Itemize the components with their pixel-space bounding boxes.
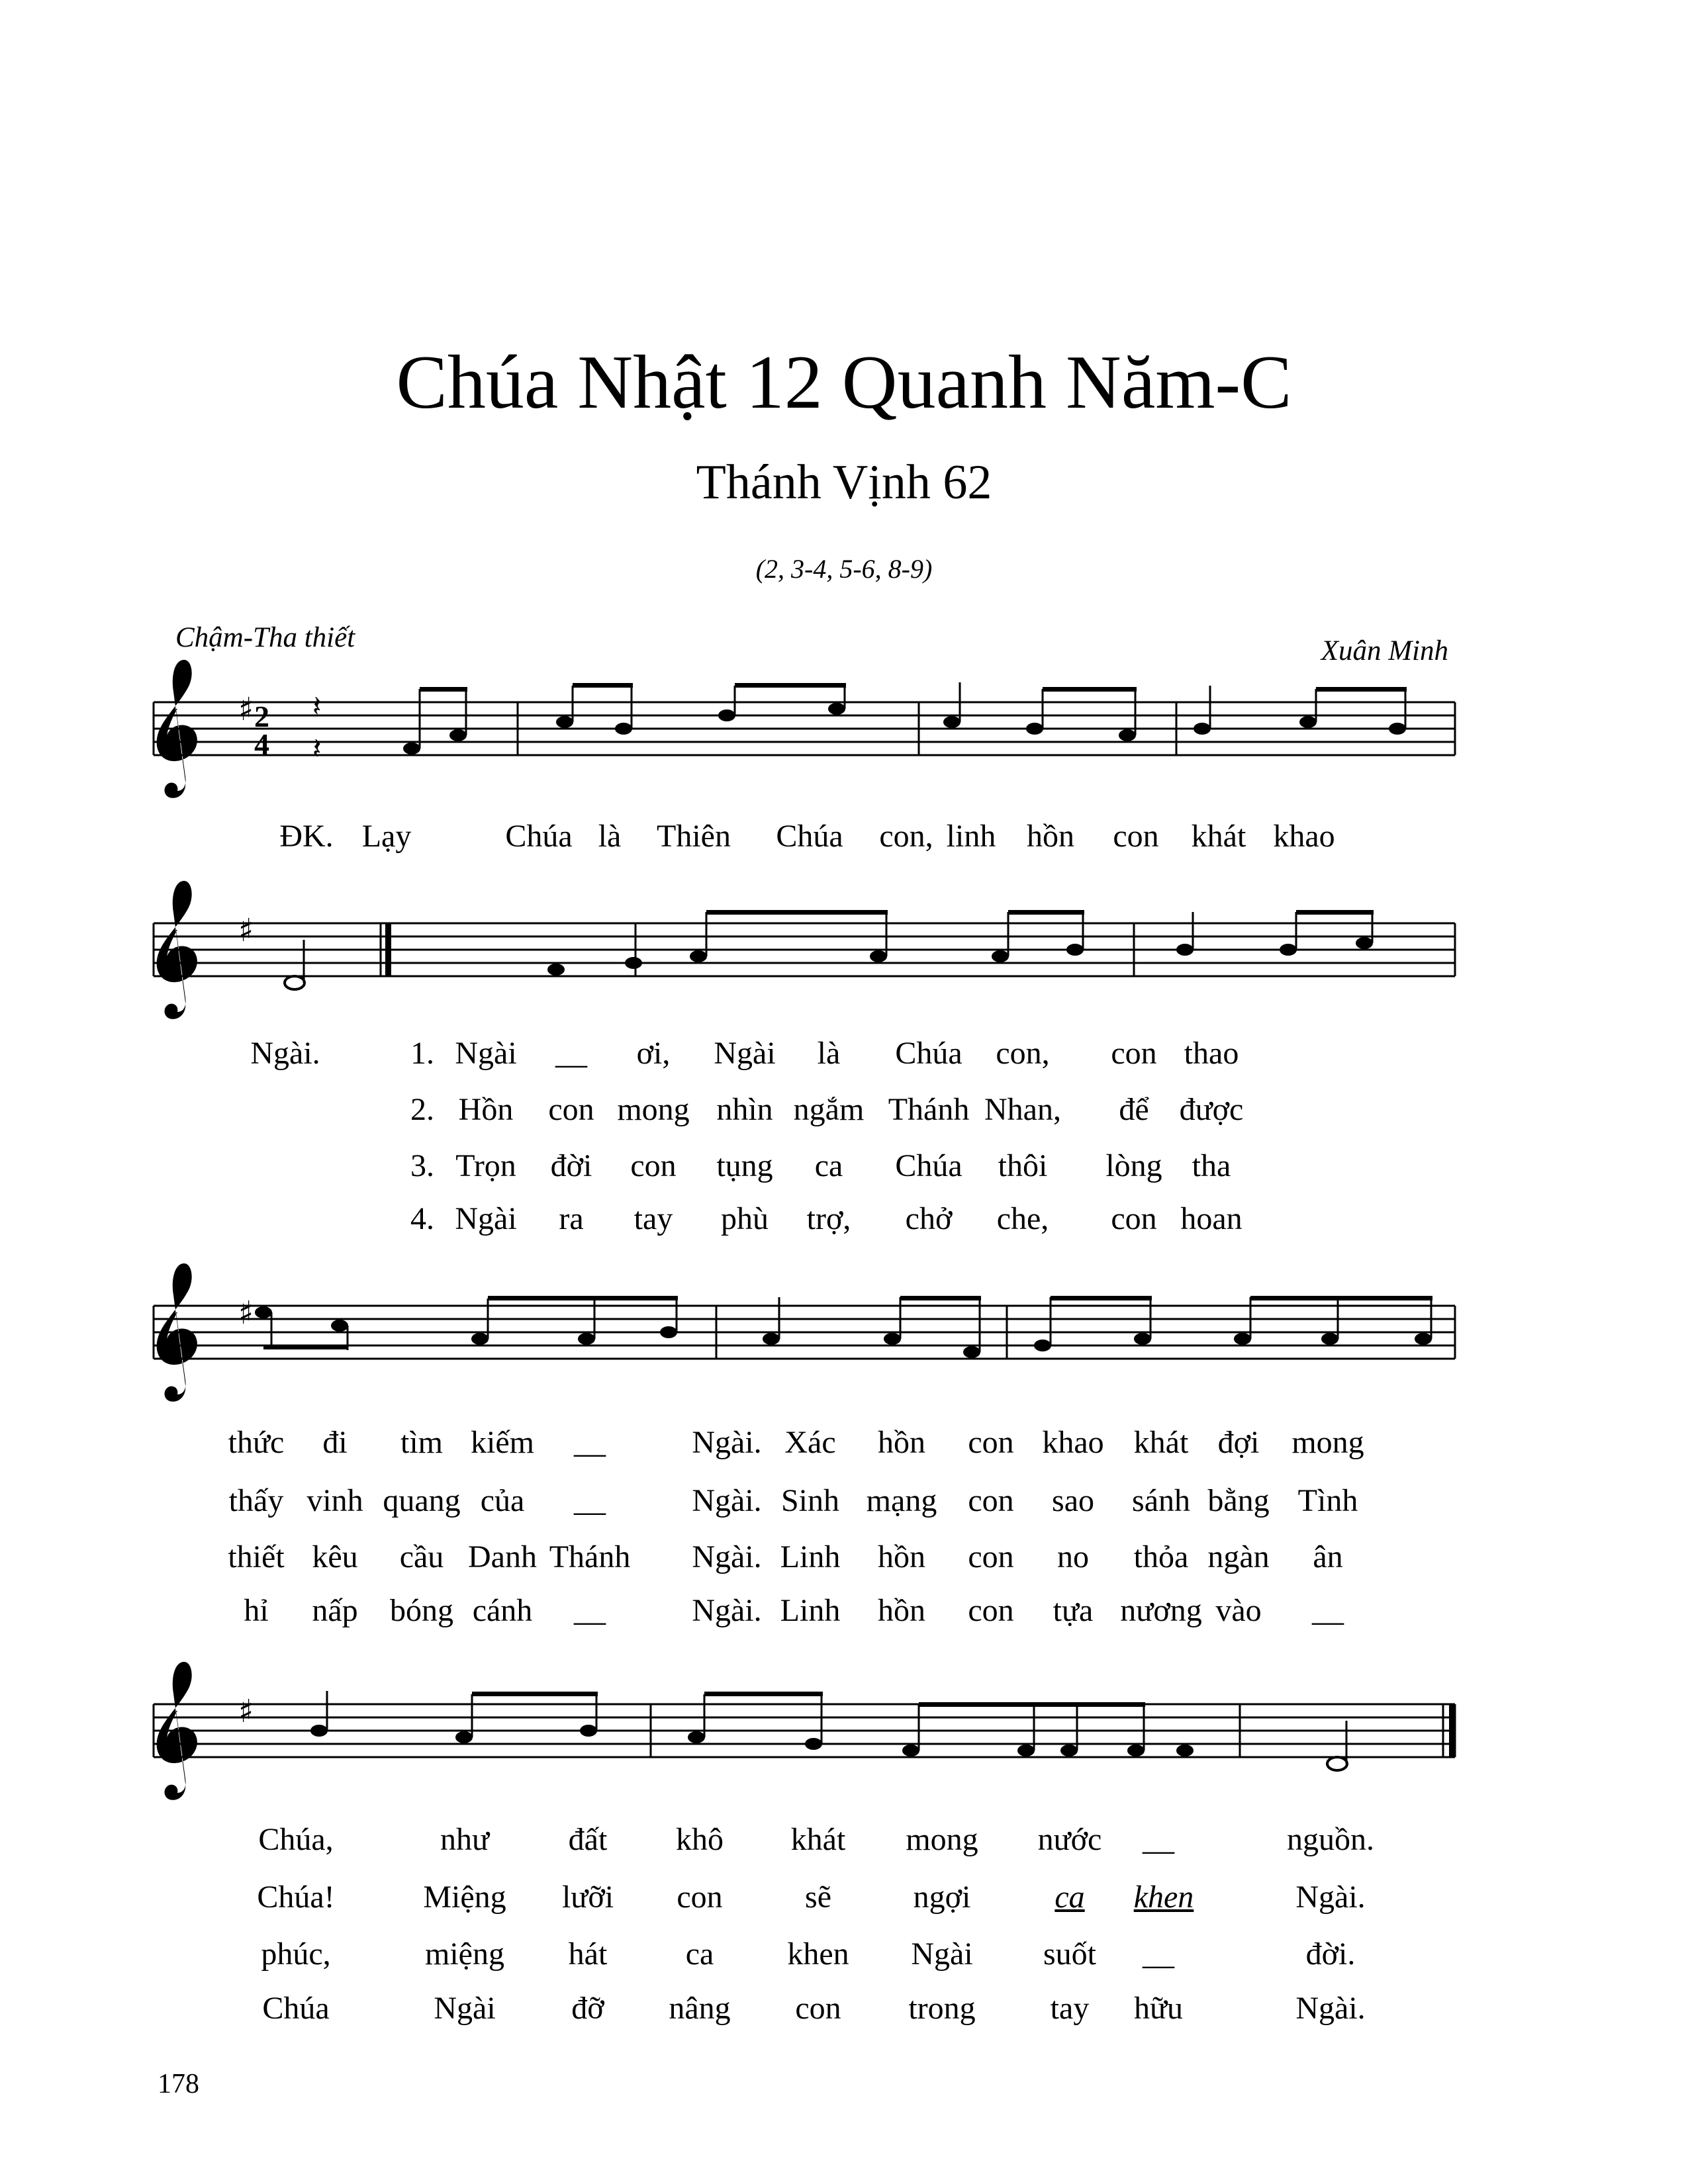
- lyric-line-2-3: [0, 1150, 1688, 1190]
- lyric-syllable: Thiên: [657, 819, 731, 854]
- treble-clef-icon: [157, 660, 197, 798]
- time-sig-bottom: 4: [254, 727, 269, 761]
- lyric-syllable: mạng: [866, 1483, 937, 1518]
- lyric-syllable: Chúa: [262, 1991, 330, 2026]
- lyric-line-2-4: [0, 1203, 1688, 1243]
- lyric-syllable: mong: [617, 1092, 690, 1127]
- lyric-syllable: __: [1143, 1936, 1174, 1972]
- lyric-syllable: để: [1119, 1092, 1149, 1127]
- lyric-syllable: con: [795, 1991, 841, 2026]
- lyric-syllable: ĐK.: [279, 819, 334, 854]
- lyric-syllable: đời.: [1305, 1936, 1356, 1972]
- staff-system-4: [154, 1662, 1455, 1800]
- lyric-syllable: con,: [879, 819, 933, 854]
- lyric-syllable: khát: [790, 1822, 846, 1857]
- lyric-syllable: Tình: [1297, 1483, 1358, 1518]
- song-subtitle: Thánh Vịnh 62: [696, 455, 992, 510]
- lyric-syllable: ân: [1313, 1539, 1343, 1574]
- key-sharp-icon: ♯: [238, 691, 254, 728]
- lyric-syllable: hồn: [878, 1593, 925, 1628]
- lyric-syllable: ngắm: [793, 1092, 865, 1127]
- lyric-syllable: là: [598, 819, 622, 854]
- lyric-syllable: con: [1111, 1036, 1157, 1071]
- lyric-syllable: Lạy: [361, 819, 412, 854]
- lyric-syllable: kêu: [312, 1539, 358, 1574]
- lyric-syllable: Thánh: [888, 1092, 970, 1127]
- lyric-syllable: Ngài.: [692, 1539, 762, 1574]
- lyric-syllable: quang: [383, 1483, 461, 1518]
- lyric-syllable: Ngài.: [250, 1036, 320, 1071]
- lyric-line-3-2: [0, 1485, 1688, 1525]
- tempo-marking: Chậm-Tha thiết: [175, 622, 355, 653]
- lyric-syllable: ca: [814, 1148, 843, 1183]
- lyric-syllable: Ngài: [455, 1036, 517, 1071]
- lyric-syllable: Linh: [780, 1593, 841, 1628]
- lyric-syllable: Chúa,: [258, 1822, 334, 1857]
- lyric-syllable: Trọn: [455, 1148, 516, 1183]
- lyric-syllable: con: [548, 1092, 594, 1127]
- lyric-syllable: được: [1179, 1092, 1244, 1127]
- lyric-syllable: Ngài: [911, 1936, 973, 1972]
- lyric-syllable: vào: [1215, 1593, 1262, 1628]
- lyric-syllable: thiết: [228, 1539, 285, 1574]
- lyric-syllable: vinh: [306, 1483, 363, 1518]
- lyric-syllable: 1.: [410, 1036, 434, 1071]
- lyric-syllable: tựa: [1053, 1593, 1094, 1628]
- lyric-syllable: tìm: [400, 1425, 444, 1460]
- time-sig-top: 2: [254, 700, 269, 733]
- lyric-syllable: Miệng: [423, 1880, 506, 1915]
- lyric-syllable: mong: [1291, 1425, 1364, 1460]
- lyric-syllable: suốt: [1043, 1936, 1097, 1972]
- lyric-syllable: nguồn.: [1287, 1822, 1374, 1857]
- lyric-syllable: hoan: [1180, 1201, 1243, 1236]
- lyric-syllable: nương: [1120, 1593, 1202, 1628]
- lyric-syllable: ngàn: [1207, 1539, 1270, 1574]
- lyric-syllable: hát: [568, 1936, 608, 1972]
- lyric-syllable: hồn: [878, 1539, 925, 1574]
- lyric-syllable: tụng: [716, 1148, 773, 1183]
- lyric-syllable: khen: [787, 1936, 849, 1972]
- lyric-syllable: sánh: [1132, 1483, 1190, 1518]
- lyric-line-4-3: [0, 1938, 1688, 1978]
- treble-clef-icon: [157, 881, 197, 1019]
- staff-system-3: [154, 1263, 1455, 1402]
- lyric-syllable: sẽ: [805, 1880, 831, 1915]
- lyric-syllable: đợi: [1217, 1425, 1260, 1460]
- lyric-syllable: Chúa!: [257, 1880, 335, 1915]
- lyric-syllable: con: [968, 1593, 1014, 1628]
- key-sharp-icon: ♯: [238, 1295, 254, 1332]
- lyric-line-3-3: [0, 1541, 1688, 1581]
- lyric-syllable: Ngài.: [692, 1483, 762, 1518]
- lyric-syllable: ra: [559, 1201, 584, 1236]
- lyric-syllable: như: [440, 1822, 490, 1857]
- lyric-syllable: thôi: [998, 1148, 1048, 1183]
- lyric-syllable: con: [968, 1539, 1014, 1574]
- lyric-line-4-1: [0, 1824, 1688, 1864]
- lyric-syllable: Chúa: [505, 819, 573, 854]
- lyric-syllable: __: [1312, 1593, 1344, 1628]
- lyric-syllable: trong: [908, 1991, 976, 2026]
- lyric-syllable: kiếm: [471, 1425, 534, 1460]
- lyric-syllable: miệng: [425, 1936, 504, 1972]
- lyric-syllable: nhìn: [716, 1092, 773, 1127]
- lyric-syllable: cầu: [399, 1539, 444, 1574]
- lyric-syllable: 3.: [410, 1148, 434, 1183]
- lyric-syllable: __: [1143, 1822, 1174, 1857]
- lyric-syllable: Xác: [784, 1425, 836, 1460]
- lyric-syllable: đất: [568, 1822, 608, 1857]
- lyric-syllable: con,: [996, 1036, 1050, 1071]
- lyric-line-4-4: [0, 1993, 1688, 2032]
- svg-text:𝄽: 𝄽: [312, 732, 322, 766]
- lyric-syllable: nước: [1037, 1822, 1102, 1857]
- key-sharp-icon: ♯: [238, 1693, 254, 1730]
- lyric-syllable: Ngài: [714, 1036, 776, 1071]
- lyric-syllable: __: [574, 1483, 606, 1518]
- lyric-syllable: con: [968, 1483, 1014, 1518]
- lyric-syllable: bằng: [1207, 1483, 1270, 1518]
- lyric-syllable: no: [1057, 1539, 1089, 1574]
- lyric-syllable: con: [968, 1425, 1014, 1460]
- lyric-syllable: Ngài.: [1295, 1880, 1366, 1915]
- composer-credit: Xuân Minh: [1321, 635, 1448, 666]
- lyric-syllable: thỏa: [1133, 1539, 1189, 1574]
- lyric-syllable: ơi,: [636, 1036, 671, 1071]
- lyric-syllable: đời: [550, 1148, 592, 1183]
- lyric-syllable: ca: [685, 1936, 714, 1972]
- lyric-syllable: __: [555, 1036, 587, 1071]
- lyric-syllable: hữu: [1133, 1991, 1184, 2026]
- lyric-syllable: Chúa: [776, 819, 843, 854]
- page-number: 178: [158, 2069, 199, 2099]
- lyric-syllable: Nhan,: [984, 1092, 1061, 1127]
- verse-references: (2, 3-4, 5-6, 8-9): [755, 554, 933, 584]
- lyric-syllable: lưỡi: [561, 1880, 614, 1915]
- lyric-syllable: Ngài.: [692, 1425, 762, 1460]
- lyric-syllable: __: [574, 1593, 606, 1628]
- lyric-syllable: nâng: [669, 1991, 731, 2026]
- treble-clef-icon: [157, 1662, 197, 1800]
- lyric-syllable: chở: [905, 1201, 953, 1236]
- lyric-syllable: cánh: [472, 1593, 533, 1628]
- lyric-line-2-1: [0, 1038, 1688, 1077]
- lyric-syllable: thấy: [228, 1483, 284, 1518]
- lyric-syllable: ngợi: [913, 1880, 971, 1915]
- lyric-syllable: khát: [1191, 819, 1246, 854]
- lyric-syllable: con: [677, 1880, 723, 1915]
- lyric-syllable: bóng: [390, 1593, 453, 1628]
- svg-text:𝄽: 𝄽: [312, 690, 322, 723]
- lyric-syllable: Ngài.: [1295, 1991, 1366, 2026]
- lyric-syllable: hồn: [1027, 819, 1074, 854]
- lyric-syllable: hỉ: [244, 1593, 269, 1628]
- lyric-syllable: khao: [1042, 1425, 1104, 1460]
- lyric-syllable: khao: [1273, 819, 1335, 854]
- lyric-syllable: thức: [228, 1425, 285, 1460]
- lyric-syllable: là: [817, 1036, 841, 1071]
- lyric-syllable: Chúa: [895, 1148, 962, 1183]
- lyric-syllable: mong: [906, 1822, 978, 1857]
- lyric-syllable: 2.: [410, 1092, 434, 1127]
- lyric-syllable: linh: [946, 819, 996, 854]
- lyric-line-4-2: [0, 1882, 1688, 1921]
- lyric-syllable: đỡ: [571, 1991, 604, 2026]
- key-sharp-icon: ♯: [238, 912, 254, 949]
- treble-clef-icon: [157, 1263, 197, 1402]
- lyric-syllable: con: [1113, 819, 1159, 854]
- lyric-syllable: Thánh: [549, 1539, 631, 1574]
- lyric-syllable: khen: [1133, 1880, 1194, 1915]
- lyric-syllable: Ngài: [455, 1201, 517, 1236]
- lyric-syllable: lòng: [1105, 1148, 1162, 1183]
- lyric-syllable: con: [1111, 1201, 1157, 1236]
- lyric-syllable: trợ,: [806, 1201, 851, 1236]
- lyric-line-3-4: [0, 1595, 1688, 1635]
- lyric-syllable: Hồn: [458, 1092, 514, 1127]
- lyric-syllable: tay: [1050, 1991, 1090, 2026]
- lyric-syllable: khô: [676, 1822, 724, 1857]
- staff-system-2: [154, 881, 1455, 1019]
- lyric-syllable: sao: [1052, 1483, 1094, 1518]
- lyric-syllable: Chúa: [895, 1036, 962, 1071]
- lyric-syllable: Danh: [468, 1539, 537, 1574]
- lyric-syllable: của: [480, 1483, 525, 1518]
- lyric-syllable: ca: [1055, 1880, 1085, 1915]
- lyric-line-3-1: [0, 1427, 1688, 1467]
- lyric-syllable: tha: [1192, 1148, 1231, 1183]
- lyric-syllable: Ngài.: [692, 1593, 762, 1628]
- lyric-syllable: phù: [721, 1201, 769, 1236]
- lyric-syllable: tay: [633, 1201, 673, 1236]
- lyric-syllable: nấp: [312, 1593, 358, 1628]
- lyric-syllable: 4.: [410, 1201, 434, 1236]
- lyric-syllable: Linh: [780, 1539, 841, 1574]
- lyric-syllable: __: [574, 1425, 606, 1460]
- lyric-syllable: che,: [996, 1201, 1049, 1236]
- lyric-syllable: Ngài: [434, 1991, 496, 2026]
- lyric-syllable: con: [630, 1148, 677, 1183]
- lyric-syllable: hồn: [878, 1425, 925, 1460]
- song-title: Chúa Nhật 12 Quanh Năm-C: [396, 340, 1292, 425]
- lyric-syllable: Sinh: [780, 1483, 840, 1518]
- lyric-line-1-1: [0, 821, 1688, 860]
- staff-system-1: [154, 660, 1455, 798]
- lyric-syllable: thao: [1184, 1036, 1239, 1071]
- lyric-syllable: khát: [1133, 1425, 1189, 1460]
- lyric-syllable: đi: [322, 1425, 348, 1460]
- lyric-syllable: phúc,: [261, 1936, 331, 1972]
- lyric-line-2-2: [0, 1094, 1688, 1134]
